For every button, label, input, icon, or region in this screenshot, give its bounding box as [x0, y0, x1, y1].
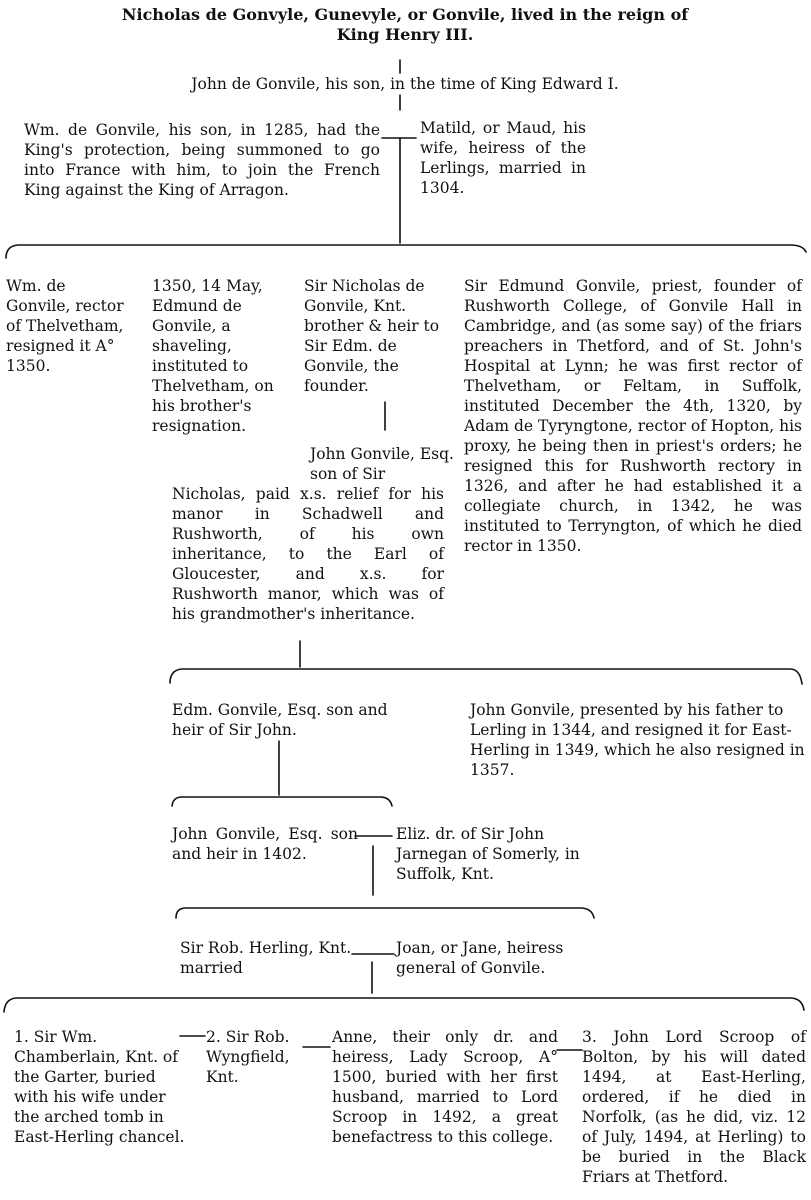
william-de-gonvile-entry: Wm. de Gonvile, his son, in 1285, had the King's protection, being summoned to go into France with him, to join the French King against the King of Arragon.: [24, 121, 380, 199]
john-de-gonvile-entry: John de Gonvile, his son, in the time of King Edward I.: [191, 75, 619, 93]
title-line-1: Nicholas de Gonvyle, Gunevyle, or Gonvile, lived in the reign of: [121, 5, 689, 24]
matild-entry: Matild, or Maud, his wife, heiress of the Lerlings, married in 1304.: [420, 119, 586, 197]
sir-rob-wyngfield-entry: 2. Sir Rob. Wyngfield, Knt.: [206, 1028, 290, 1086]
john-gonvile-lerling-entry: John Gonvile, presented by his father to Lerling in 1344, and resigned it for East-Herling in 1349, which he also resigned in 1357.: [470, 701, 805, 779]
progenitor-entry: [95, 5, 715, 45]
family-brace-gen6: [172, 797, 392, 806]
john-gonvile-entry: Nicholas, paid x.s. relief for his manor in Schadwell and Rushworth, of his own inheritance, to the Earl of Gloucester, and x.s. for Rushworth manor, which was of his grandmother's inheritance.: [172, 485, 444, 623]
anne-lady-scroop-entry: Anne, their only dr. and heiress, Lady Scroop, A° 1500, buried with her first husband, married to Lord Scroop in 1492, a great benefactress to this college.: [332, 1028, 558, 1146]
family-brace-gen7: [176, 908, 594, 918]
lord-scroop-entry: 3. John Lord Scroop of Bolton, by his will dated 1494, at East-Herling, ordered, if he died in Norfolk, (as he did, viz. 12 of July, 1494, at Herling) to be buried in the Black Friars at Thetford.: [582, 1028, 806, 1186]
john-gonvile-esq-entry: John Gonvile, Esq. son and heir in 1402.: [172, 825, 358, 863]
edmund-shaveling-entry: 1350, 14 May, Edmund de Gonvile, a shaveling, instituted to Thelvetham, on his brother's resignation.: [152, 277, 274, 435]
eliz-jarnegan-entry: Eliz. dr. of Sir John Jarnegan of Somerly, in Suffolk, Knt.: [396, 825, 580, 883]
sir-nicholas-entry: Sir Nicholas de Gonvile, Knt. brother & heir to Sir Edm. de Gonvile, the founder.: [304, 277, 440, 395]
edm-gonvile-entry: Edm. Gonvile, Esq. son and heir of Sir John.: [172, 701, 388, 739]
sir-rob-herling-entry: Sir Rob. Herling, Knt. married: [180, 939, 352, 977]
wm-rector-entry: Wm. de Gonvile, rector of Thelvetham, resigned it A° 1350.: [6, 277, 124, 375]
family-brace-gen3: [6, 245, 806, 258]
joan-heiress-entry: Joan, or Jane, heiress general of Gonvile.: [396, 939, 564, 977]
title-line-2: King Henry III.: [336, 25, 474, 44]
family-brace-gen5: [170, 669, 802, 684]
sir-wm-chamberlain-entry: 1. Sir Wm. Chamberlain, Knt. of the Garter, buried with his wife under the arched tomb in East-Herling chancel.: [14, 1028, 185, 1146]
john-gonvile-head-entry: John Gonvile, Esq. son of Sir: [310, 445, 454, 483]
sir-edmund-founder-entry: Sir Edmund Gonvile, priest, founder of Rushworth College, of Gonvile Hall in Cambridge, and (as some say) of the friars preachers in Thetford, and of St. John's Hospital at Lynn; he was first rector of Thelvetham, or Feltam, in Suffolk, instituted December the 4th, 1320, by Adam de Tyryngtone, rector of Hopton, his proxy, he being then in priest's orders; he resigned this for Rushworth rectory in 1326, and after he had established it a collegiate church, in 1342, he was instituted to Terryngton, of which he died rector in 1350.: [464, 277, 802, 555]
family-brace-gen8: [4, 998, 804, 1012]
